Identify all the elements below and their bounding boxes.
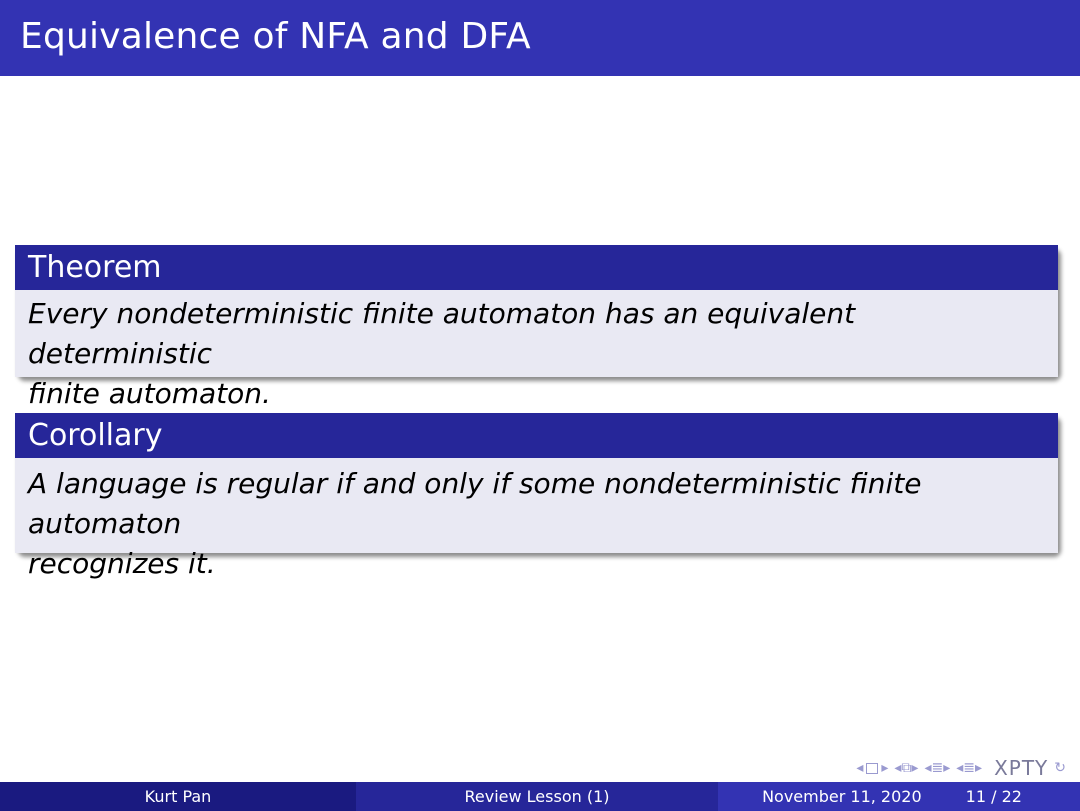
corollary-block-body (15, 458, 1058, 580)
footer-page-number: 11 / 22 (965, 787, 1022, 806)
footer-date-page (718, 782, 1080, 811)
corollary-text-line-1: A language is regular if and only if some nondeterministic finite automaton (28, 467, 922, 540)
footer-author (0, 782, 356, 811)
corollary-block-title: Corollary (15, 413, 1058, 458)
frame-title-bar (0, 0, 1080, 76)
theorem-block-body (15, 290, 1058, 410)
slide-title: Equivalence of NFA and DFA (20, 15, 531, 57)
footer-title (356, 782, 718, 811)
corollary-text-line-2: recognizes it. (28, 547, 216, 580)
theorem-text-line-2: finite automaton. (28, 377, 271, 410)
footer-bar (0, 782, 1080, 811)
nav-frame-icon[interactable]: ◂ ▸ (856, 760, 889, 776)
footer-date-text: November 11, 2020 (762, 787, 922, 806)
nav-subsection-icon[interactable]: ◂⧉▸ (894, 760, 919, 776)
footer-author-text: Kurt Pan (144, 787, 212, 806)
footer-title-text: Review Lesson (1) (464, 787, 610, 806)
watermark-text: XPTY (994, 756, 1049, 780)
theorem-text-line-1: Every nondeterministic finite automaton has an equivalent deterministic (28, 297, 856, 370)
nav-search-icon[interactable]: ↻ (1054, 760, 1066, 776)
nav-section-icon[interactable]: ◂≣▸ (924, 760, 951, 776)
corollary-block (15, 413, 1058, 580)
nav-document-icon[interactable]: ◂≣▸ (956, 760, 983, 776)
theorem-block (15, 245, 1058, 410)
theorem-block-title: Theorem (15, 245, 1058, 290)
beamer-navigation-symbols (856, 755, 1066, 781)
